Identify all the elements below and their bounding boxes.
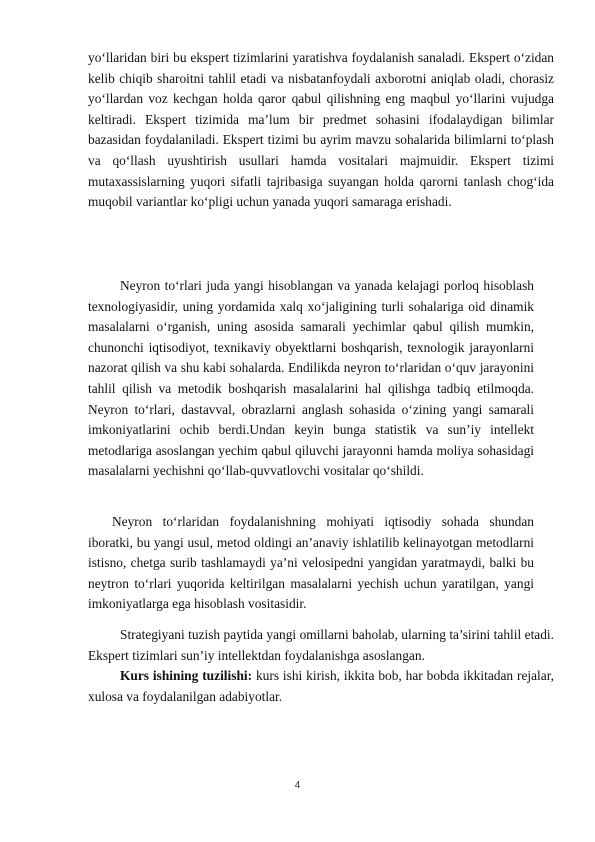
paragraph-strategy: Strategiyani tuzish paytida yangi omillarni baholab, ularning ta’sirini tahlil etadi. Ekspert tizimlari sun’iy intellektdan foydalanishga asoslangan. (88, 627, 554, 663)
paragraph-neural-networks: Neyron to‘rlari juda yangi hisoblangan va yanada kelajagi porloq hisoblash texnologiyasidir, uning yordamida xalq xo‘jaligining turli sohalariga oid dinamik masalalarni o‘rganish, uning asosida samarali yechimlar qabul qilish mumkin, chunonchi iqtisodiyot, texnikaviy obyektlarni boshqarish, texnologik jarayonlarni nazorat qilish va shu kabi sohalarda. Endilikda neyron to‘rlaridan o‘quv jarayonini tahlil qilish va metodik boshqarish masalalarini hal qilishga tadbiq etilmoqda. Neyron to‘rlari, dastavval, obrazlarni anglash sohasida o‘zining yangi samarali imkoniyatlarini ochib berdi.Undan keyin bunga statistik va sun’iy intellekt metodlariga asoslangan yechim qabul qiluvchi jarayonni hamda moliya sohasidagi masalalarni yechishni qo‘llab-quvvatlovchi vositalar qo‘shildi. (88, 278, 534, 479)
paragraph-course-structure (88, 666, 554, 707)
course-structure-heading: Kurs ishining tuzilishi: (120, 668, 253, 683)
paragraph-expert-systems: yo‘llaridan biri bu ekspert tizimlarini yaratishva foydalanish sanaladi. Ekspert o‘zidan kelib chiqib sharoitni tahlil etadi va nisbatanfoydali axborotni aniqlab oladi, chorasiz yo‘llardan voz kechgan holda qaror qabul qilishning eng maqbul yo‘llarini vujudga keltiradi. Ekspert tizimida ma’lum bir predmet sohasini ifodalaydigan bilimlar bazasidan foydalaniladi. Ekspert tizimi bu ayrim mavzu sohalarida bilimlarni to‘plash va qo‘llash uyushtirish usullari hamda vositalari majmuidir. Ekspert tizimi mutaxassislarning yuqori sifatli tajribasiga suyangan holda qarorni tanlash chog‘ida muqobil variantlar ko‘pligi uchun yanada yuqori samaraga erishadi. (88, 50, 554, 210)
paragraph-neural-networks-economics: Neyron to‘rlaridan foydalanishning mohiyati iqtisodiy sohada shundan iboratki, bu yangi usul, metod oldingi an’anaviy ishlatilib kelinayotgan metodlarni istisno, chetga surib tashlamaydi ya’ni velosipedni yangidan yaratmaydi, balki bu neytron to‘rlari yuqorida keltirilgan masalalarni yechish uchun yaratilgan, yangi imkoniyatlarga ega hisoblash vositasidir. (88, 514, 534, 612)
course-structure-text: kurs ishi kirish, ikkita bob, har bobda ikkitadan rejalar, xulosa va foydalanilgan adabiyotlar. (88, 668, 554, 704)
page-number: 4 (294, 780, 301, 791)
